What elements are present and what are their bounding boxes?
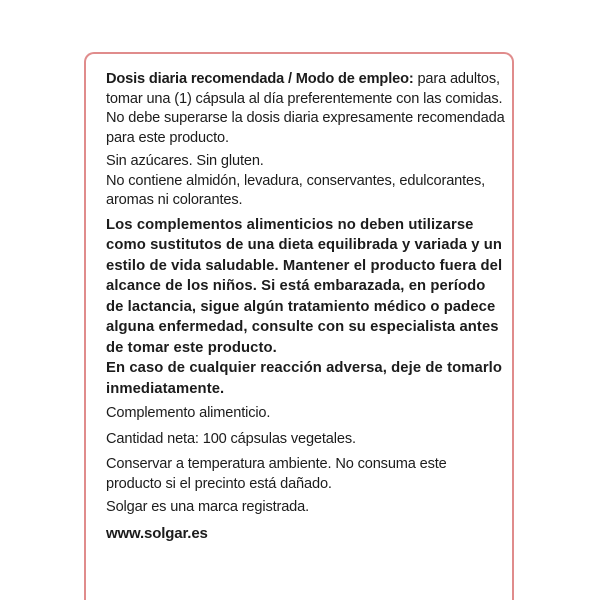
storage-text: Conservar a temperatura ambiente. No consuma este producto si el precinto está dañado. [106,456,447,492]
dosage-paragraph [106,70,506,148]
net-quantity-text: Cantidad neta: 100 cápsulas vegetales. [106,430,356,447]
no-contains-text: No contiene almidón, levadura, conservantes, edulcorantes, aromas ni colorantes. [106,172,486,208]
free-from-text: Sin azúcares. Sin gluten. [106,153,264,169]
dosage-text: para adultos, tomar una (1) cápsula al día preferentemente con las comidas. No debe superarse la dosis diaria expresamente recomendada para este producto. [106,71,505,146]
adverse-reaction-text: En caso de cualquier reacción adversa, deje de tomarlo inmediatamente. [106,360,503,397]
label-text-column [106,70,506,548]
website-link[interactable]: www.solgar.es [106,524,208,542]
food-supplement-text: Complemento alimenticio. [106,405,271,421]
warning-text: Los complementos alimenticios no deben utilizarse como sustitutos de una dieta equilibrada y variada y un estilo de vida saludable. Mantener el producto fuera del alcance de los niños. Si está embarazada, en período de lactancia, sigue algún tratamiento médico o padece alguna enfermedad, consulte con su especialista antes de tomar este producto. [106,216,503,356]
dosage-heading: Dosis diaria recomendada / Modo de empleo: [106,71,414,87]
trademark-text: Solgar es una marca registrada. [106,499,310,515]
